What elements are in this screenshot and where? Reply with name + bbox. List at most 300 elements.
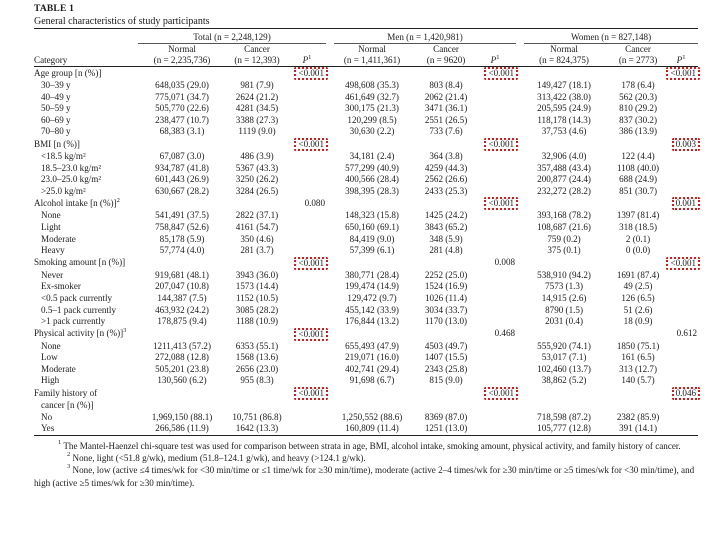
men-cancer-value — [418, 328, 474, 341]
group-header-row — [34, 29, 698, 45]
women-normal-value: 53,017 (7.1) — [541, 352, 587, 363]
p-value: <0.001 — [294, 138, 328, 151]
men-p-value — [474, 328, 516, 341]
col-category: Category — [34, 55, 138, 67]
women-p-value — [664, 234, 698, 246]
p-value: <0.001 — [294, 257, 328, 270]
women-normal-value: 105,777 (12.8) — [516, 423, 612, 435]
women-cancer-value: 2 (0.1) — [625, 233, 651, 244]
p-value: <0.001 — [484, 387, 518, 400]
women-cancer-value: 1397 (81.4) — [616, 210, 660, 221]
men-cancer-value: 1251 (13.0) — [418, 423, 474, 435]
total-cancer-value: 1573 (14.4) — [235, 281, 279, 292]
row-label: 30–39 y — [41, 80, 71, 90]
women-normal-value: 232,272 (28.2) — [537, 185, 591, 196]
row-label: Yes — [34, 423, 138, 435]
total-cancer-value: 3284 (26.5) — [235, 185, 279, 196]
men-normal-value: 199,474 (14.9) — [345, 281, 399, 292]
men-p-value — [474, 80, 516, 92]
total-cancer-value: 2656 (23.0) — [235, 363, 279, 374]
table-row — [34, 293, 698, 305]
women-normal-value: 200,877 (24.4) — [537, 174, 591, 185]
total-normal-value — [138, 400, 226, 412]
men-normal-value: 498,608 (35.3) — [345, 80, 399, 90]
women-normal-value: 8790 (1.5) — [545, 304, 583, 315]
men-p-value — [474, 412, 516, 424]
row-label: 18.5–23.0 kg/m² — [41, 162, 102, 173]
men-cancer-value: 1407 (15.5) — [424, 352, 468, 363]
total-normal-value: 934,787 (41.8) — [155, 162, 209, 173]
men-p-value — [474, 163, 516, 175]
women-p-value — [664, 352, 698, 364]
row-label: 0.5–1 pack currently — [41, 304, 116, 315]
p-value: 0.080 — [304, 198, 326, 209]
women-cancer-value: 0 (0.0) — [625, 245, 651, 256]
women-cancer-value: 122 (4.4) — [621, 150, 655, 161]
total-normal-value: 758,847 (52.6) — [155, 221, 209, 232]
women-cancer-value: 1850 (75.1) — [616, 340, 660, 351]
total-cancer-value: 1568 (13.6) — [235, 352, 279, 363]
p-value: <0.001 — [484, 138, 518, 151]
men-normal-value: 398,395 (28.3) — [345, 185, 399, 196]
women-cancer-value: 810 (29.2) — [619, 103, 657, 114]
total-p-value — [288, 174, 326, 186]
women-p-value — [664, 341, 698, 353]
women-p-value — [664, 423, 698, 435]
men-cancer-value: 8369 (87.0) — [424, 411, 468, 422]
women-p-value — [664, 364, 698, 376]
men-normal-value: 300,175 (21.3) — [345, 103, 399, 114]
men-normal-value: 1,250,552 (88.6) — [341, 411, 403, 422]
women-cancer-value: 2382 (85.9) — [616, 411, 660, 422]
total-cancer-value — [226, 387, 288, 400]
women-normal-value — [516, 257, 612, 270]
total-normal-value: 463,932 (24.2) — [155, 304, 209, 315]
table-row — [34, 197, 698, 210]
total-normal-value: 272,088 (12.8) — [155, 352, 209, 363]
col-men-cancer-n: (n = 9620) — [418, 55, 474, 67]
table-row — [34, 126, 698, 138]
total-cancer-value: 2822 (37.1) — [235, 210, 279, 221]
table-row — [34, 257, 698, 270]
men-normal-value: 461,649 (32.7) — [345, 91, 399, 102]
table-row — [34, 400, 698, 412]
men-normal-value: 57,399 (6.1) — [349, 245, 395, 256]
women-p-value — [664, 67, 698, 81]
women-normal-value — [516, 328, 612, 341]
women-cancer-value — [612, 328, 664, 341]
column-header-row-2 — [34, 55, 698, 67]
p-value: 0.003 — [672, 138, 700, 151]
total-normal-value: 57,774 (4.0) — [159, 245, 205, 256]
men-cancer-value — [418, 257, 474, 270]
total-p-value — [288, 163, 326, 175]
row-label: No — [41, 411, 53, 422]
men-normal-value: 148,323 (15.8) — [345, 210, 399, 221]
total-normal-value: 630,667 (28.2) — [155, 185, 209, 196]
row-label: BMI [n (%)] — [34, 138, 80, 149]
total-p-value — [288, 67, 326, 81]
total-normal-value: 1211,413 (57.2) — [152, 340, 211, 351]
women-cancer-value: 18 (0.9) — [623, 316, 653, 327]
total-normal-value: 266,586 (11.9) — [138, 423, 226, 435]
women-p-value — [664, 293, 698, 305]
total-p-value — [288, 80, 326, 92]
p-value: 0.046 — [672, 387, 700, 400]
women-normal-value: 118,178 (14.3) — [537, 114, 591, 125]
women-normal-value: 32,906 (4.0) — [541, 150, 587, 161]
p-value: <0.001 — [484, 67, 518, 80]
men-p-value — [474, 92, 516, 104]
men-cancer-value: 2433 (25.3) — [424, 185, 468, 196]
col-men-p: $P^1$ — [474, 55, 516, 67]
total-cancer-value: 3943 (36.0) — [235, 269, 279, 280]
total-cancer-value — [226, 257, 288, 270]
total-cancer-value: 486 (3.9) — [240, 150, 274, 161]
men-p-value — [474, 375, 516, 387]
men-cancer-value: 1170 (13.0) — [424, 316, 468, 327]
total-normal-value: 505,201 (23.8) — [155, 363, 209, 374]
men-cancer-value: 733 (7.6) — [429, 126, 463, 137]
row-label: Light — [41, 221, 61, 232]
women-p-value — [664, 80, 698, 92]
men-cancer-value: 803 (8.4) — [429, 80, 463, 90]
total-p-value — [288, 138, 326, 151]
total-cancer-value: 281 (3.7) — [240, 245, 274, 256]
total-p-value — [288, 316, 326, 328]
total-normal-value — [138, 328, 226, 341]
women-cancer-value — [612, 257, 664, 270]
total-p-value — [288, 387, 326, 400]
total-p-value — [288, 400, 326, 412]
men-normal-value — [326, 328, 418, 341]
p-value: <0.001 — [484, 197, 518, 210]
col-women-cancer-n: (n = 2773) — [612, 55, 664, 67]
col-total-normal: Normal — [168, 44, 196, 54]
women-normal-value — [516, 67, 612, 81]
p-value: <0.001 — [294, 328, 328, 341]
men-cancer-value: 4503 (49.7) — [424, 340, 468, 351]
men-normal-value — [326, 387, 418, 400]
footnotes — [34, 440, 698, 489]
total-p-value — [288, 352, 326, 364]
women-normal-value — [516, 197, 612, 210]
group-total: Total (n = 2,248,129) — [193, 32, 271, 42]
men-p-value — [474, 293, 516, 305]
men-p-value — [474, 270, 516, 282]
men-normal-value: 120,299 (8.5) — [347, 114, 397, 125]
total-cancer-value: 4281 (34.5) — [235, 103, 279, 114]
row-label: Physical activity [n (%)]$^3$ — [34, 327, 127, 339]
women-p-value — [664, 375, 698, 387]
row-label: None — [41, 210, 61, 221]
men-p-value — [474, 400, 516, 412]
table-row — [34, 138, 698, 151]
row-label: Low — [41, 352, 58, 363]
col-women-cancer: Cancer — [625, 44, 651, 54]
men-normal-value — [326, 257, 418, 270]
men-normal-value: 650,160 (69.1) — [345, 221, 399, 232]
men-cancer-value: 2551 (26.5) — [424, 114, 468, 125]
men-cancer-value: 815 (9.0) — [429, 375, 463, 386]
footnote-3: $^3$ None, low (active ≤4 times/wk for <30 min/time or ≤1 time/wk for ≥30 min/time), moderate (active 2–4 times/wk for ≥30 min/time or ≥5 times/wk for <30 min/time), and high (active ≥5 times/wk for ≥30 min/time). — [34, 463, 695, 488]
men-p-value — [474, 281, 516, 293]
women-cancer-value: 1108 (40.0) — [616, 162, 660, 173]
row-label: >1 pack currently — [41, 316, 106, 327]
total-p-value — [288, 222, 326, 234]
women-cancer-value — [612, 67, 664, 81]
women-p-value — [664, 126, 698, 138]
row-label: 40–49 y — [41, 91, 71, 102]
table-row — [34, 281, 698, 293]
total-p-value — [288, 197, 326, 210]
women-cancer-value — [612, 400, 664, 412]
women-p-value — [664, 316, 698, 328]
total-p-value — [288, 103, 326, 115]
col-women-p: $P^1$ — [664, 55, 698, 67]
total-p-value — [288, 412, 326, 424]
women-normal-value: 357,488 (43.4) — [537, 162, 591, 173]
total-p-value — [288, 375, 326, 387]
total-normal-value: 648,035 (29.0) — [155, 80, 209, 90]
women-p-value — [664, 270, 698, 282]
group-women: Women (n = 827,148) — [570, 32, 652, 42]
table-row — [34, 375, 698, 387]
men-cancer-value: 4259 (44.3) — [424, 162, 468, 173]
row-label: None — [41, 340, 61, 351]
row-label: <0.5 pack currently — [41, 292, 113, 303]
women-cancer-value: 178 (6.4) — [621, 80, 655, 90]
women-cancer-value: 140 (5.7) — [621, 375, 655, 386]
total-normal-value: 144,387 (7.5) — [157, 292, 207, 303]
row-label: Smoking amount [n (%)] — [34, 257, 126, 268]
men-p-value — [474, 316, 516, 328]
men-normal-value: 219,071 (16.0) — [345, 352, 399, 363]
total-p-value — [288, 151, 326, 163]
total-normal-value: 67,087 (3.0) — [159, 150, 205, 161]
women-cancer-value: 688 (24.9) — [619, 174, 657, 185]
total-p-value — [288, 245, 326, 257]
women-p-value — [664, 222, 698, 234]
total-normal-value: 919,681 (48.1) — [155, 269, 209, 280]
men-p-value — [474, 234, 516, 246]
col-total-cancer-n: (n = 12,393) — [226, 55, 288, 67]
total-normal-value: 178,875 (9.4) — [157, 316, 207, 327]
total-p-value — [288, 341, 326, 353]
total-p-value — [288, 115, 326, 127]
women-normal-value: 38,862 (5.2) — [541, 375, 587, 386]
women-cancer-value: 313 (12.7) — [619, 363, 657, 374]
men-normal-value — [326, 197, 418, 210]
total-normal-value: 601,443 (26.9) — [155, 174, 209, 185]
total-normal-value — [138, 138, 226, 151]
total-normal-value: 207,047 (10.8) — [155, 281, 209, 292]
total-cancer-value: 10,751 (86.8) — [232, 411, 282, 422]
total-p-value — [288, 328, 326, 341]
p-value: <0.001 — [294, 387, 328, 400]
women-cancer-value: 51 (2.6) — [623, 304, 653, 315]
table-row — [34, 186, 698, 198]
men-p-value — [474, 197, 516, 210]
table-row — [34, 412, 698, 424]
women-cancer-value: 161 (6.5) — [621, 352, 655, 363]
col-total-p: $P^1$ — [288, 55, 326, 67]
total-normal-value: 130,560 (6.2) — [157, 375, 207, 386]
total-normal-value: 68,383 (3.1) — [159, 126, 205, 137]
row-label: Alcohol intake [n (%)]$^2$ — [34, 197, 120, 209]
col-women-normal-n: (n = 824,375) — [516, 55, 612, 67]
women-normal-value — [516, 400, 612, 412]
women-p-value — [664, 210, 698, 222]
total-cancer-value: 6353 (55.1) — [235, 340, 279, 351]
p-value: 0.612 — [676, 328, 698, 339]
women-p-value — [664, 115, 698, 127]
total-p-value — [288, 281, 326, 293]
total-cancer-value — [226, 197, 288, 210]
women-p-value — [664, 400, 698, 412]
women-p-value — [664, 305, 698, 317]
col-total-normal-n: (n = 2,235,736) — [138, 55, 226, 67]
women-normal-value: 375 (0.1) — [547, 245, 581, 256]
women-p-value — [664, 257, 698, 270]
men-cancer-value: 2252 (25.0) — [424, 269, 468, 280]
total-normal-value — [138, 257, 226, 270]
col-total-cancer: Cancer — [244, 44, 270, 54]
p-value: 0.008 — [494, 257, 516, 268]
total-p-value — [288, 234, 326, 246]
table-number: TABLE 1 — [34, 4, 75, 14]
row-label: Family history of — [34, 387, 98, 398]
footnote-2: $^2$ None, light (<51.8 g/wk), medium (51.8–124.1 g/wk), and heavy (>124.1 g/wk). — [67, 451, 366, 464]
men-normal-value: 91,698 (6.7) — [349, 375, 395, 386]
row-label: Moderate — [41, 363, 76, 374]
women-cancer-value: 1691 (87.4) — [616, 269, 660, 280]
men-p-value — [474, 305, 516, 317]
women-cancer-value — [612, 197, 664, 210]
women-p-value — [664, 387, 698, 400]
total-p-value — [288, 126, 326, 138]
men-cancer-value: 1026 (11.4) — [424, 292, 468, 303]
table-row — [34, 387, 698, 400]
total-cancer-value — [226, 328, 288, 341]
men-normal-value: 160,809 (11.4) — [326, 423, 418, 435]
row-label: >25.0 kg/m² — [41, 185, 86, 196]
col-women-normal: Normal — [550, 44, 578, 54]
table-row — [34, 316, 698, 328]
women-normal-value: 7573 (1.3) — [545, 281, 583, 292]
men-p-value — [474, 174, 516, 186]
women-normal-value: 393,168 (78.2) — [537, 210, 591, 221]
p-value: <0.001 — [666, 67, 700, 80]
men-cancer-value: 2062 (21.4) — [424, 91, 468, 102]
total-p-value — [288, 186, 326, 198]
total-p-value — [288, 423, 326, 435]
men-p-value — [474, 257, 516, 270]
men-p-value — [474, 341, 516, 353]
total-cancer-value: 350 (4.6) — [240, 233, 274, 244]
group-men: Men (n = 1,420,981) — [387, 32, 463, 42]
women-normal-value: 205,595 (24.9) — [537, 103, 591, 114]
row-label: Ex-smoker — [41, 281, 81, 292]
total-cancer-value: 3085 (28.2) — [235, 304, 279, 315]
characteristics-table — [34, 28, 698, 436]
women-cancer-value — [612, 138, 664, 151]
table-row — [34, 328, 698, 341]
table-row — [34, 163, 698, 175]
total-normal-value — [138, 67, 226, 81]
men-normal-value — [326, 138, 418, 151]
total-cancer-value: 1642 (13.3) — [226, 423, 288, 435]
row-label: High — [41, 375, 60, 386]
women-normal-value: 718,598 (87.2) — [537, 411, 591, 422]
row-label: Never — [41, 269, 64, 280]
women-p-value — [664, 197, 698, 210]
row-label: Moderate — [41, 233, 76, 244]
men-cancer-value: 3843 (65.2) — [424, 221, 468, 232]
p-value: 0.468 — [494, 328, 516, 339]
total-normal-value: 775,071 (34.7) — [155, 91, 209, 102]
men-normal-value: 129,472 (9.7) — [347, 292, 397, 303]
men-normal-value: 176,844 (13.2) — [345, 316, 399, 327]
document-page — [34, 4, 698, 489]
table-row — [34, 92, 698, 104]
total-p-value — [288, 270, 326, 282]
women-p-value — [664, 281, 698, 293]
table-row — [34, 234, 698, 246]
total-p-value — [288, 257, 326, 270]
row-label: 70–80 y — [41, 126, 71, 137]
p-value: <0.001 — [666, 257, 700, 270]
men-normal-value — [326, 67, 418, 81]
total-normal-value: 541,491 (37.5) — [155, 210, 209, 221]
men-cancer-value: 1425 (24.2) — [424, 210, 468, 221]
women-normal-value: 538,910 (94.2) — [537, 269, 591, 280]
men-cancer-value — [418, 197, 474, 210]
women-p-value — [664, 186, 698, 198]
men-p-value — [474, 138, 516, 151]
total-cancer-value: 4161 (54.7) — [235, 221, 279, 232]
p-value: 0.001 — [672, 197, 700, 210]
men-cancer-value: 3034 (33.7) — [424, 304, 468, 315]
women-cancer-value: 851 (30.7) — [619, 185, 657, 196]
row-label: cancer [n (%)] — [41, 400, 94, 411]
men-normal-value: 400,566 (28.4) — [345, 174, 399, 185]
men-cancer-value: 2343 (25.8) — [424, 363, 468, 374]
table-row — [34, 222, 698, 234]
col-men-normal: Normal — [358, 44, 386, 54]
p-value: <0.001 — [294, 67, 328, 80]
men-normal-value: 402,741 (29.4) — [345, 363, 399, 374]
total-cancer-value: 955 (8.3) — [240, 375, 274, 386]
women-p-value — [664, 412, 698, 424]
table-row — [34, 341, 698, 353]
men-normal-value: 84,419 (9.0) — [349, 233, 395, 244]
men-cancer-value: 281 (4.8) — [429, 245, 463, 256]
men-cancer-value — [418, 138, 474, 151]
women-cancer-value: 126 (6.5) — [621, 292, 655, 303]
total-cancer-value: 1119 (9.0) — [238, 126, 276, 137]
total-cancer-value: 981 (7.9) — [240, 80, 274, 90]
total-cancer-value: 3250 (26.2) — [235, 174, 279, 185]
men-p-value — [474, 103, 516, 115]
women-p-value — [664, 92, 698, 104]
col-men-normal-n: (n = 1,411,361) — [326, 55, 418, 67]
women-p-value — [664, 245, 698, 257]
women-cancer-value: 49 (2.5) — [623, 281, 653, 292]
men-cancer-value: 364 (3.8) — [429, 150, 463, 161]
men-normal-value: 655,493 (47.9) — [345, 340, 399, 351]
total-cancer-value — [226, 400, 288, 412]
